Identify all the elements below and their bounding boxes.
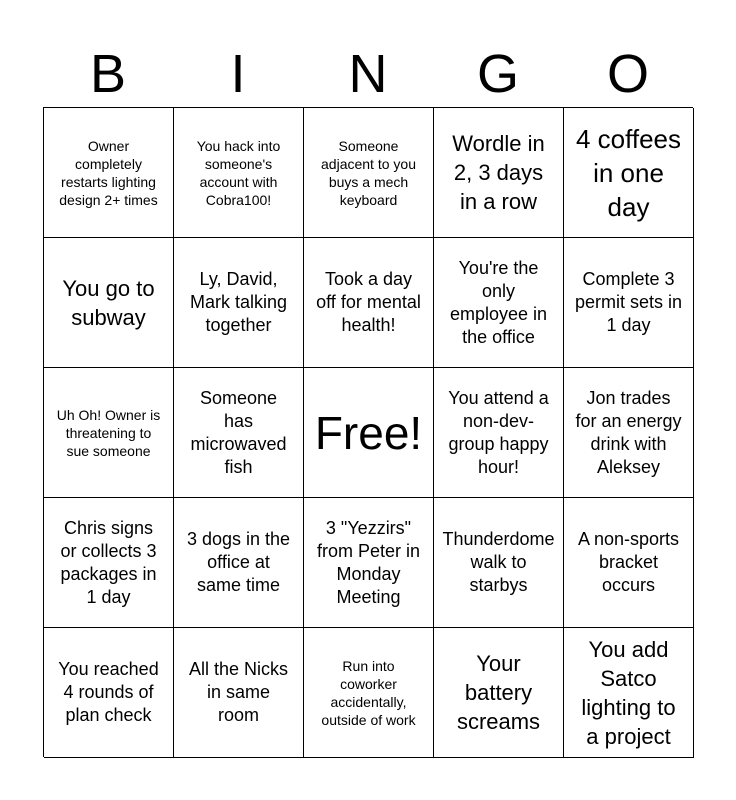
bingo-cell-r5-c2[interactable]: [174, 628, 304, 758]
cell-text: Chris signs or collects 3 packages in 1 day: [60, 517, 157, 607]
bingo-cell-r4-c3[interactable]: [304, 498, 434, 628]
bingo-cell-r2-c5[interactable]: [564, 238, 694, 368]
bingo-cell-r3-c5[interactable]: [564, 368, 694, 498]
bingo-cell-r2-c3[interactable]: [304, 238, 434, 368]
cell-text: You hack into someone's account with Cobra100!: [196, 137, 281, 208]
bingo-cell-r1-c3[interactable]: [304, 108, 434, 238]
cell-text: All the Nicks in same room: [188, 659, 289, 725]
cell-text: Someone adjacent to you buys a mech keyboard: [321, 137, 416, 208]
cell-text: Run into coworker accidentally, outside of work: [321, 657, 416, 728]
cell-text: Someone has microwaved fish: [190, 387, 287, 477]
bingo-cell-r5-c5[interactable]: [564, 628, 694, 758]
header-letter-g: G: [476, 44, 519, 104]
bingo-cell-r1-c2[interactable]: [174, 108, 304, 238]
cell-text: Complete 3 permit sets in 1 day: [574, 269, 683, 335]
bingo-cell-r4-c5[interactable]: [564, 498, 694, 628]
bingo-cell-r5-c4[interactable]: [434, 628, 564, 758]
cell-text: You add Satco lighting to a project: [581, 636, 676, 749]
bingo-cell-r4-c2[interactable]: [174, 498, 304, 628]
cell-text: 4 coffees in one day: [575, 123, 682, 222]
cell-text: A non-sports bracket occurs: [577, 529, 680, 595]
cell-text: 3 "Yezzirs" from Peter in Monday Meeting: [316, 517, 421, 607]
bingo-cell-r3-c1[interactable]: [44, 368, 174, 498]
cell-text: You go to subway: [62, 275, 155, 330]
header-letter-o: O: [606, 44, 649, 104]
bingo-cell-r4-c4[interactable]: [434, 498, 564, 628]
free-space-text: Free!: [314, 406, 423, 459]
cell-text: You're the only employee in the office: [449, 257, 548, 347]
bingo-cell-r4-c1[interactable]: [44, 498, 174, 628]
cell-text: You attend a non-dev-group happy hour!: [448, 387, 549, 477]
bingo-card: [43, 107, 693, 757]
cell-text: 3 dogs in the office at same time: [186, 529, 291, 595]
bingo-cell-r2-c2[interactable]: [174, 238, 304, 368]
cell-text: Wordle in 2, 3 days in a row: [452, 131, 545, 214]
cell-text: Jon trades for an energy drink with Aleksey: [575, 387, 682, 477]
cell-text: Ly, David, Mark talking together: [189, 269, 288, 335]
bingo-cell-r1-c4[interactable]: [434, 108, 564, 238]
bingo-cell-r3-c2[interactable]: [174, 368, 304, 498]
cell-text: You reached 4 rounds of plan check: [58, 659, 159, 725]
bingo-cell-r1-c1[interactable]: [44, 108, 174, 238]
cell-text: Your battery screams: [456, 651, 541, 734]
bingo-cell-r2-c4[interactable]: [434, 238, 564, 368]
bingo-cell-r1-c5[interactable]: [564, 108, 694, 238]
bingo-cell-r5-c3[interactable]: [304, 628, 434, 758]
bingo-cell-r2-c1[interactable]: [44, 238, 174, 368]
bingo-header: [43, 40, 693, 108]
cell-text: Thunderdome walk to starbys: [442, 529, 555, 595]
header-letter-n: N: [348, 44, 388, 104]
cell-text: Owner completely restarts lighting design 2+ times: [59, 137, 158, 208]
cell-text: Took a day off for mental health!: [316, 269, 421, 335]
bingo-cell-free[interactable]: [304, 368, 434, 498]
cell-text: Uh Oh! Owner is threatening to sue someone: [56, 406, 161, 459]
bingo-cell-r3-c4[interactable]: [434, 368, 564, 498]
bingo-cell-r5-c1[interactable]: [44, 628, 174, 758]
header-letter-b: B: [89, 44, 127, 104]
header-letter-i: I: [230, 44, 246, 104]
